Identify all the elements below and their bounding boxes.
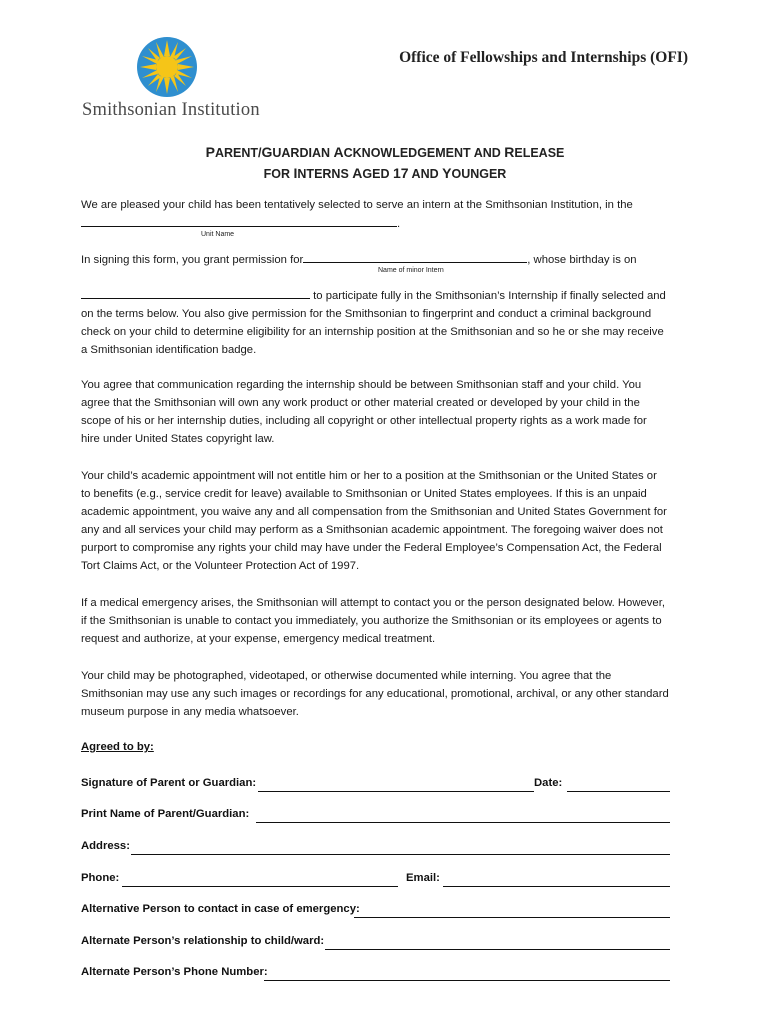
alt-person-row xyxy=(81,903,681,921)
unit-name-field[interactable] xyxy=(81,214,397,227)
phone-email-row xyxy=(81,872,681,890)
address-row xyxy=(81,840,681,858)
alt-person-field[interactable] xyxy=(354,917,670,918)
paragraph-appointment: Your child’s academic appointment will not entitle him or her to a position at the Smithsonian or the United States or to benefits (e.g., service credit for leave) available to Smithsonian or United States employees. If this is an unpaid academic appointment, you waive any and all compensation from the Smithsonian and United States Government for any and all services your child may perform as a Smithsonian academic appointment. The foregoing waiver does not purport to compromise any rights your child may have under the Federal Employee’s Compensation Act, the Federal Tort Claims Act, or the Volunteer Protection Act of 1997. xyxy=(81,470,667,572)
alt-phone-row xyxy=(81,966,681,984)
logo-text: Smithsonian Institution xyxy=(82,100,260,120)
smithsonian-logo xyxy=(82,36,262,126)
alt-relationship-row xyxy=(81,935,681,953)
phone-field[interactable] xyxy=(122,886,398,887)
unit-name-caption: Unit Name xyxy=(201,231,235,238)
paragraph-communication: You agree that communication regarding the internship should be between Smithsonian staff and your child. You agree that the Smithsonian will own any work product or other material created or developed by your child in the scope of his or her internship duties, including all copyright or other intellectual property rights as a work made for hire under United States copyright law. xyxy=(81,379,647,445)
paragraph-permission: to participate fully in the Smithsonian’s Internship if finally selected and on the terms below. You also give permission for the Smithsonian to fingerprint and conduct a criminal background check on your child to determine eligibility for an internship position at the Smithsonian and so he or she may receive a Smithsonian identification badge. xyxy=(81,286,701,359)
form-title-line2: FOR INTERNS AGED 17 AND YOUNGER xyxy=(263,165,507,181)
address-label: Address: xyxy=(81,840,130,852)
print-name-label: Print Name of Parent/Guardian: xyxy=(81,808,250,820)
form-title-line1: PARENT/GUARDIAN ACKNOWLEDGEMENT AND RELEASE xyxy=(205,144,565,160)
print-name-field[interactable] xyxy=(256,822,670,823)
agreed-by-heading: Agreed to by: xyxy=(81,741,154,753)
date-label: Date: xyxy=(534,777,563,789)
sun-logo-icon xyxy=(136,36,198,98)
email-field[interactable] xyxy=(443,886,670,887)
alt-phone-label: Alternate Person’s Phone Number: xyxy=(81,966,268,978)
phone-label: Phone: xyxy=(81,872,120,884)
minor-name-caption: Name of minor Intern xyxy=(378,267,444,274)
address-field[interactable] xyxy=(131,854,670,855)
date-field[interactable] xyxy=(567,791,670,792)
birthday-field[interactable] xyxy=(81,286,310,299)
print-name-row xyxy=(81,808,681,826)
signature-row xyxy=(81,777,681,795)
alt-relationship-label: Alternate Person’s relationship to child/ward: xyxy=(81,935,325,947)
minor-name-field[interactable] xyxy=(303,250,527,263)
office-title: Office of Fellowships and Internships (OFI) xyxy=(399,49,688,66)
email-label: Email: xyxy=(406,872,440,884)
alt-relationship-field[interactable] xyxy=(325,949,670,950)
paragraph-medical: If a medical emergency arises, the Smithsonian will attempt to contact you or the person designated below. However, if the Smithsonian is unable to contact you immediately, you authorize the Smithsonian or its employees or agents to request and authorize, at your expense, emergency medical treatment. xyxy=(81,597,665,645)
signature-field[interactable] xyxy=(258,791,534,792)
intro-line-2: In signing this form, you grant permission for , whose birthday is on xyxy=(81,250,637,269)
paragraph-media: Your child may be photographed, videotaped, or otherwise documented while interning. You agree that the Smithsonian may use any such images or recordings for any educational, promotional, archival, or any other standard museum purpose in any media whatsoever. xyxy=(81,670,669,718)
unit-name-line: . xyxy=(81,214,400,233)
signature-label: Signature of Parent or Guardian: xyxy=(81,777,257,789)
intro-line-1: We are pleased your child has been tentatively selected to serve an intern at the Smithsonian Institution, in the xyxy=(81,199,633,211)
alt-phone-field[interactable] xyxy=(264,980,670,981)
alt-person-label: Alternative Person to contact in case of emergency: xyxy=(81,903,360,915)
